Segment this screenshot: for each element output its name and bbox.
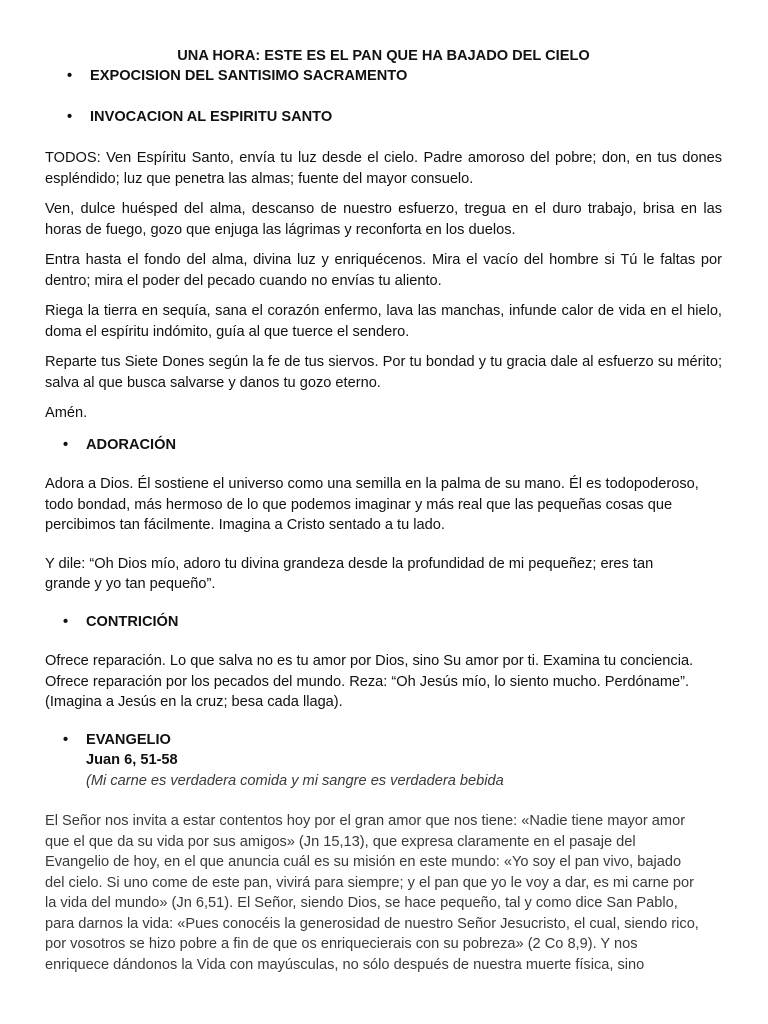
invocacion-paragraph: TODOS: Ven Espíritu Santo, envía tu luz desde el cielo. Padre amoroso del pobre; don, en tus dones espléndido; luz que penetra las almas; fuente del mayor consuelo. — [45, 150, 722, 187]
section-evangelio — [45, 730, 722, 751]
text-line: grande y yo tan pequeño”. — [45, 576, 216, 592]
text-line: Ofrece reparación por los pecados del mundo. Reza: “Oh Jesús mío, lo siento mucho. Perdóname”. — [45, 673, 690, 690]
invocacion-paragraph: Ven, dulce huésped del alma, descanso de nuestro esfuerzo, tregua en el duro trabajo, brisa en las horas de fuego, gozo que enjuga las lágrimas y reconforta en los duelos. — [45, 201, 722, 238]
section-heading: INVOCACION AL ESPIRITU SANTO — [90, 108, 333, 125]
contricion-text — [45, 651, 722, 713]
bullet-glyph: • — [63, 613, 69, 630]
gospel-subtitle: (Mi carne es verdadera comida y mi sangre es verdadera bebida — [86, 772, 504, 789]
text-line: la vida del mundo» (Jn 6,51). El Señor, siendo Dios, se hace pequeño, tal y como dice San Pablo, — [45, 895, 678, 911]
amen-line: Amén. — [45, 405, 88, 421]
text-line: por vosotros se hizo pobre a fin de que os enriquecierais con su pobreza» (2 Co 8,9). Y nos — [45, 936, 638, 952]
section-exposicion — [45, 66, 722, 87]
document-title: UNA HORA: ESTE ES EL PAN QUE HA BAJADO DEL CIELO — [177, 48, 590, 64]
text-line: todo bondad, más hermoso de lo que podemos imaginar y más real que las pequeñas cosas que — [45, 496, 673, 513]
bullet-glyph: • — [67, 108, 73, 125]
section-contricion — [45, 612, 722, 633]
section-invocacion — [45, 107, 722, 128]
bullet-glyph: • — [63, 436, 69, 453]
section-heading: ADORACIÓN — [86, 436, 176, 453]
adoracion-dile-text — [45, 554, 722, 595]
text-line: Adora a Dios. Él sostiene el universo como una semilla en la palma de su mano. Él es todopoderoso, — [45, 476, 699, 492]
section-adoracion — [45, 435, 722, 456]
text-line: Ofrece reparación. Lo que salva no es tu amor por Dios, sino Su amor por ti. Examina tu conciencia. — [45, 653, 694, 669]
invocacion-paragraph: Entra hasta el fondo del alma, divina luz y enriquécenos. Mira el vacío del hombre si Tú le faltas por dentro; mira el poder del pecado cuando no envías tu aliento. — [45, 252, 722, 289]
evangelio-text — [45, 811, 722, 975]
document-page — [45, 46, 722, 975]
text-line: para darnos la vida: «Pues conocéis la generosidad de nuestro Señor Jesucristo, el cual, siendo rico, — [45, 915, 699, 932]
text-line: Y dile: “Oh Dios mío, adoro tu divina grandeza desde la profundidad de mi pequeñez; eres tan — [45, 555, 654, 572]
invocacion-paragraph: Reparte tus Siete Dones según la fe de tus siervos. Por tu bondad y tu gracia dale al esfuerzo su mérito; salva al que busca salvarse y danos tu gozo eterno. — [45, 354, 722, 391]
section-heading: CONTRICIÓN — [86, 613, 179, 630]
text-line: Evangelio de hoy, en el que anuncia cuál es su misión en este mundo: «Yo soy el pan vivo, bajado — [45, 854, 682, 870]
bullet-glyph: • — [67, 68, 73, 84]
text-line: enriquece dándonos la Vida con mayúsculas, no sólo después de nuestra muerte física, sino — [45, 956, 645, 973]
text-line: del cielo. Si uno come de este pan, vivirá para siempre; y el pan que yo le voy a dar, es mi carne por — [45, 874, 694, 891]
section-heading: EVANGELIO — [86, 731, 171, 748]
text-line: que el que da su vida por sus amigos» (Jn 15,13), que expresa claramente en el pasaje del — [45, 833, 636, 850]
gospel-reference: Juan 6, 51-58 — [86, 752, 178, 768]
text-line: El Señor nos invita a estar contentos hoy por el gran amor que nos tiene: «Nadie tiene mayor amor — [45, 813, 686, 829]
bullet-glyph: • — [63, 731, 69, 748]
section-heading: EXPOCISION DEL SANTISIMO SACRAMENTO — [90, 68, 408, 84]
text-line: (Imagina a Jesús en la cruz; besa cada llaga). — [45, 694, 343, 710]
adoracion-text — [45, 474, 722, 536]
invocacion-paragraph: Riega la tierra en sequía, sana el corazón enfermo, lava las manchas, infunde calor de vida en el hielo, doma el espíritu indómito, guía al que tuerce el sendero. — [45, 303, 722, 340]
text-line: percibimos tan fácilmente. Imagina a Cristo sentado a tu lado. — [45, 517, 445, 533]
